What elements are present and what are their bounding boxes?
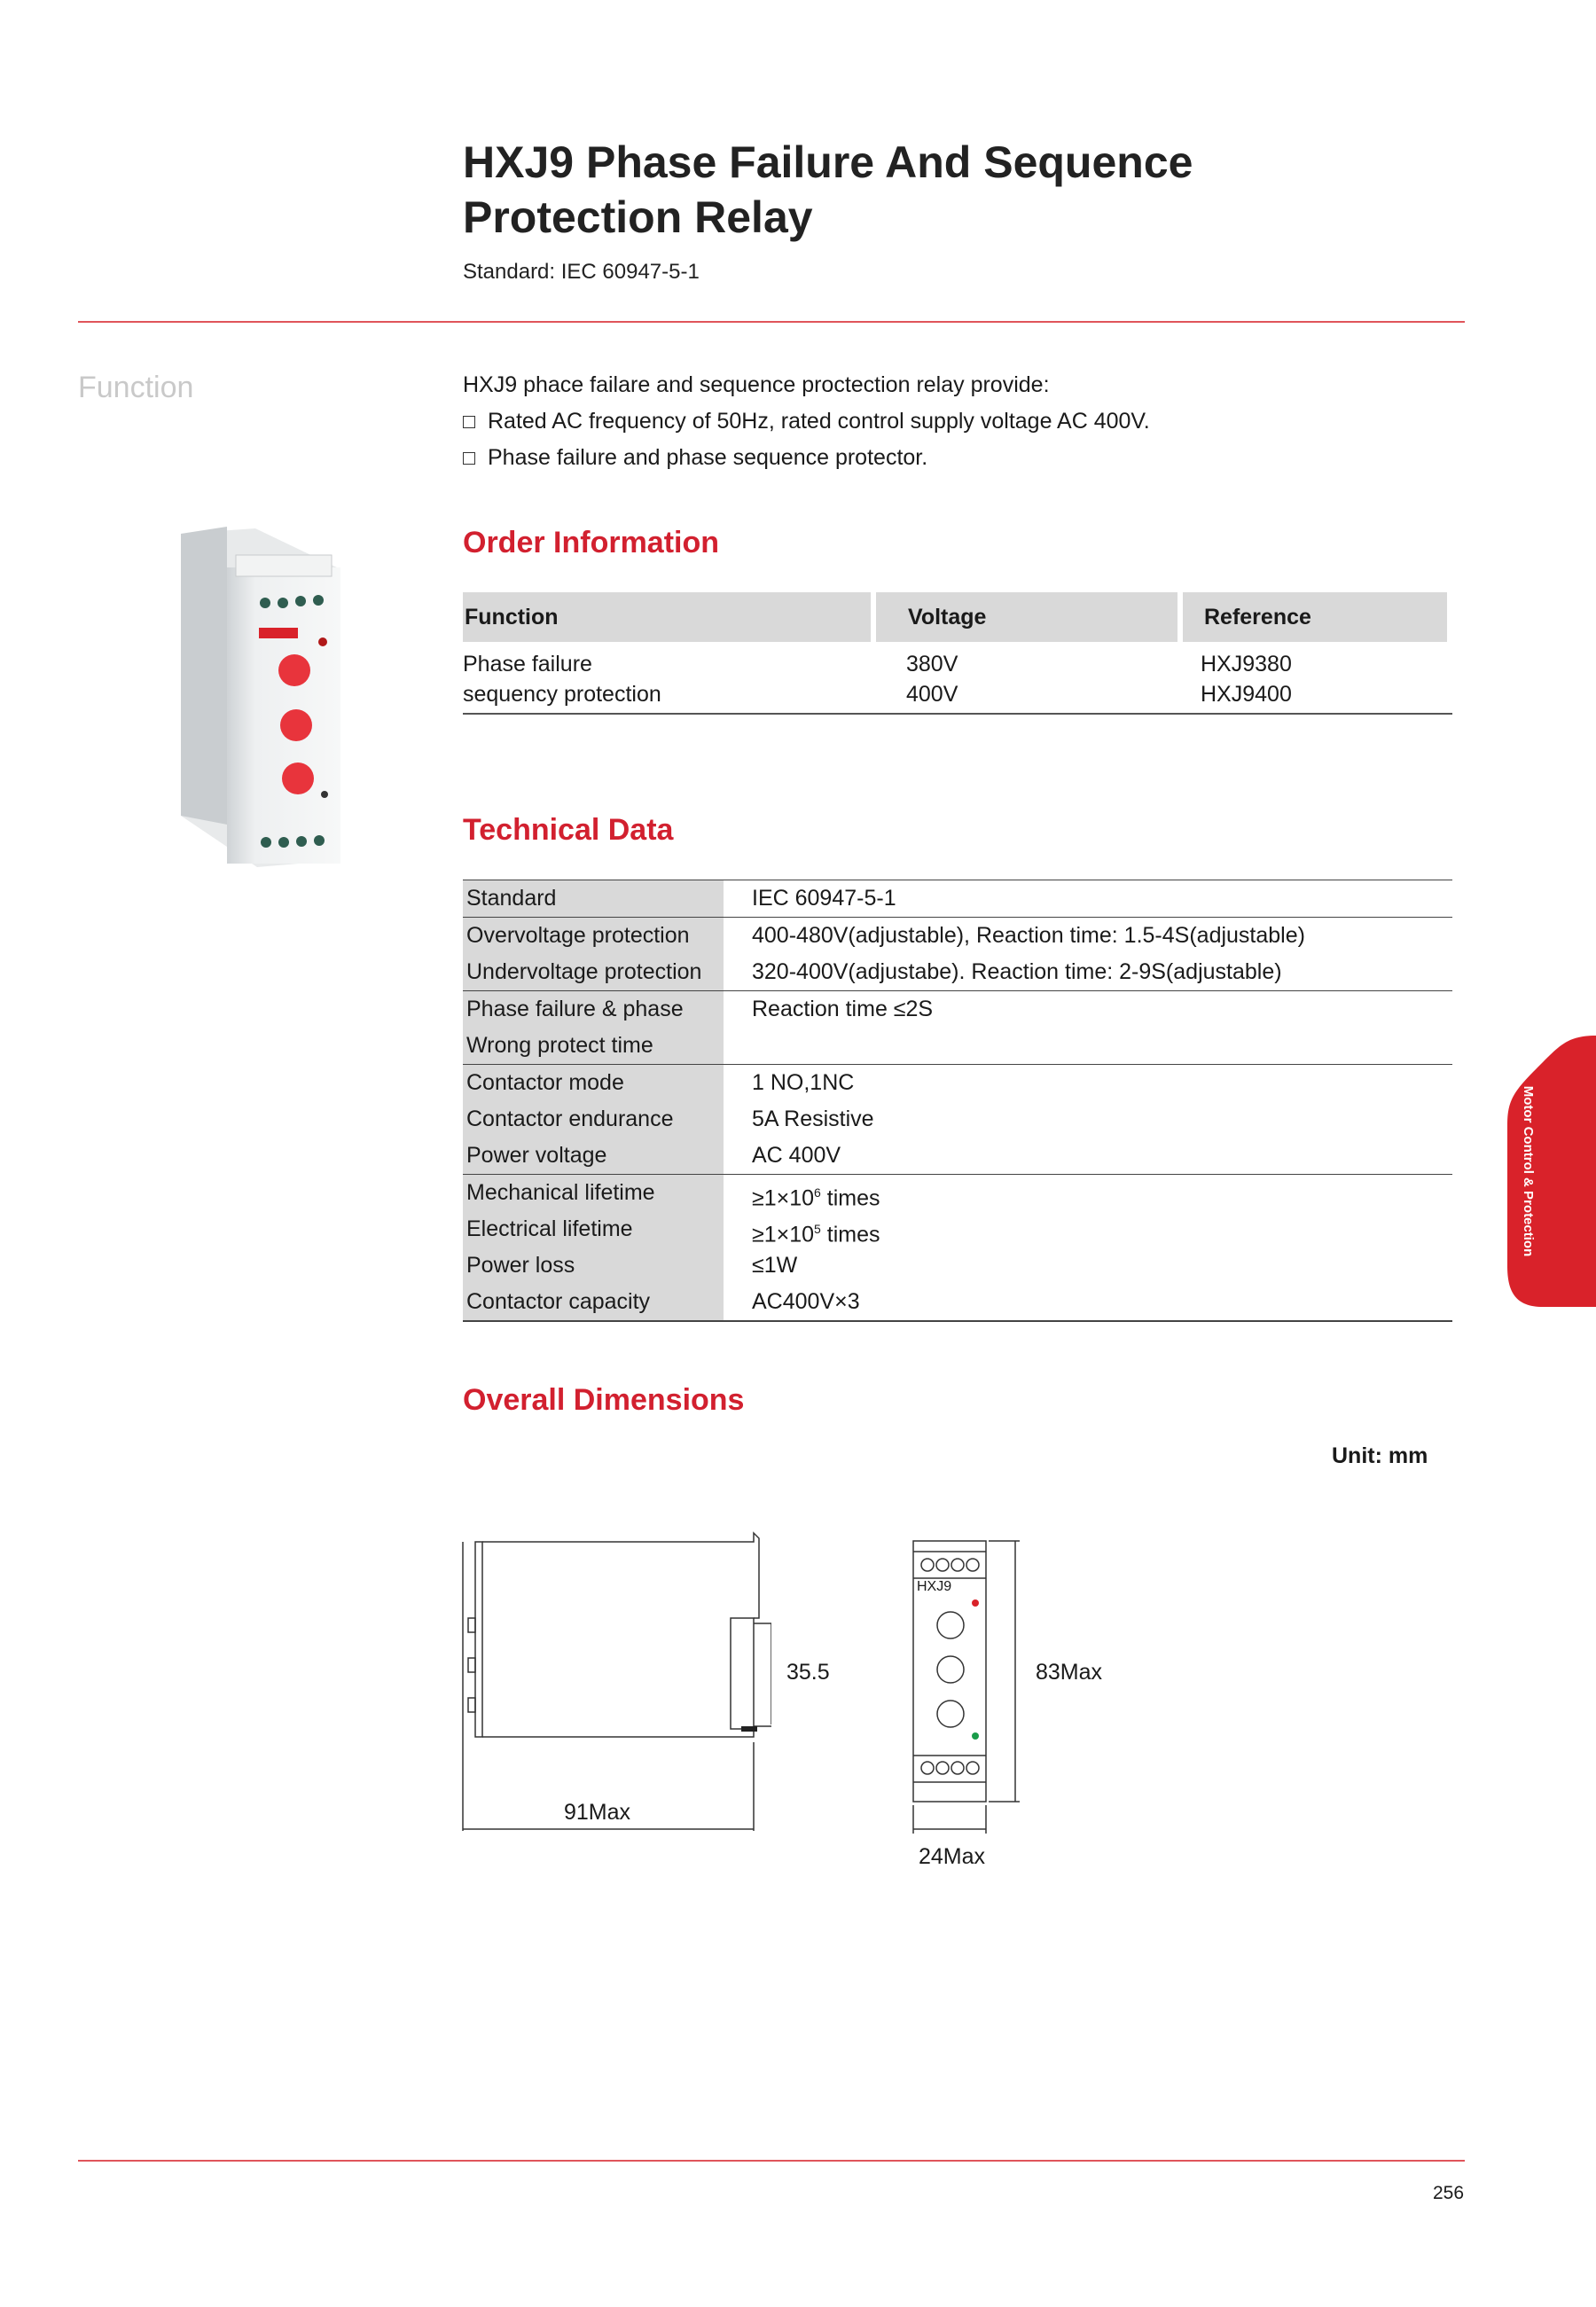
order-information-heading: Order Information bbox=[463, 526, 720, 559]
tech-value: AC 400V bbox=[752, 1143, 841, 1168]
tech-label-cell bbox=[463, 991, 724, 1064]
order-reference: HXJ9380 bbox=[1201, 652, 1292, 676]
lifetime-suffix: times bbox=[820, 1222, 880, 1247]
tech-value: 400-480V(adjustable), Reaction time: 1.5-4S(adjustable) bbox=[752, 923, 1305, 948]
order-voltage: 400V bbox=[906, 682, 958, 707]
tech-value bbox=[752, 1028, 933, 1064]
tech-value: ≤1W bbox=[752, 1253, 798, 1278]
mechanical-lifetime-exponent: 6 bbox=[814, 1185, 821, 1200]
tech-label: Mechanical lifetime bbox=[466, 1180, 655, 1205]
table-row bbox=[463, 1175, 1452, 1322]
tech-label: Standard bbox=[466, 886, 557, 911]
electrical-lifetime-base: ≥1×10 bbox=[752, 1222, 815, 1247]
tech-value-cell bbox=[724, 1175, 880, 1320]
tech-label: Contactor mode bbox=[466, 1070, 624, 1095]
front-width-label: 24Max bbox=[919, 1844, 986, 1869]
tech-value: Reaction time ≤2S bbox=[752, 997, 934, 1021]
side-tab-label: Motor Control & Protection bbox=[1521, 1085, 1536, 1257]
order-voltage-cell bbox=[876, 649, 1183, 709]
order-header-reference: Reference bbox=[1183, 592, 1447, 642]
tech-label-cell bbox=[463, 1175, 724, 1320]
tech-value bbox=[752, 1211, 880, 1247]
checkbox-square-icon bbox=[463, 416, 475, 428]
relay-product-image bbox=[174, 523, 348, 869]
function-bullet bbox=[463, 409, 1150, 434]
tech-label: Contactor capacity bbox=[466, 1289, 651, 1314]
order-header-function: Function bbox=[463, 592, 871, 642]
tech-label-cell bbox=[463, 880, 724, 917]
table-row bbox=[463, 1065, 1452, 1175]
bullet-text: Phase failure and phase sequence protector. bbox=[488, 445, 928, 470]
tech-label: Power voltage bbox=[466, 1143, 607, 1168]
page-title: HXJ9 Phase Failure And Sequence Protection Relay bbox=[463, 137, 1193, 242]
table-row bbox=[463, 642, 1452, 715]
lifetime-suffix: times bbox=[820, 1185, 880, 1211]
tech-value-cell bbox=[724, 1065, 874, 1174]
tech-value: 320-400V(adjustabe). Reaction time: 2-9S(adjustable) bbox=[752, 959, 1282, 984]
page-number: 256 bbox=[1433, 2183, 1465, 2203]
order-voltage: 380V bbox=[906, 652, 958, 676]
electrical-lifetime-exponent: 5 bbox=[814, 1222, 821, 1236]
standard-line: Standard: IEC 60947-5-1 bbox=[463, 260, 700, 284]
tech-value: IEC 60947-5-1 bbox=[752, 886, 896, 911]
order-function-line: sequency protection bbox=[463, 682, 661, 707]
checkbox-square-icon bbox=[463, 452, 475, 465]
tech-label-cell bbox=[463, 1065, 724, 1174]
tech-label: Undervoltage protection bbox=[466, 959, 702, 984]
tech-label: Contactor endurance bbox=[466, 1107, 674, 1131]
tech-value: AC400V×3 bbox=[752, 1289, 860, 1314]
tech-label: Power loss bbox=[466, 1253, 575, 1278]
unit-label: Unit: mm bbox=[1332, 1443, 1428, 1468]
tech-label: Electrical lifetime bbox=[466, 1216, 633, 1241]
technical-data-heading: Technical Data bbox=[463, 813, 674, 847]
tech-value-cell bbox=[724, 880, 896, 917]
order-reference: HXJ9400 bbox=[1201, 682, 1292, 707]
technical-table bbox=[463, 880, 1452, 1322]
tech-value-cell bbox=[724, 991, 933, 1064]
table-row bbox=[463, 880, 1452, 918]
function-bullet bbox=[463, 445, 927, 471]
overall-dimensions-heading: Overall Dimensions bbox=[463, 1383, 745, 1417]
order-table bbox=[463, 592, 1452, 715]
tech-label: Phase failure & phase bbox=[466, 997, 684, 1021]
order-table-header bbox=[463, 592, 1452, 642]
order-function-cell bbox=[463, 649, 876, 709]
tech-value bbox=[752, 1175, 880, 1211]
function-intro: HXJ9 phace failare and sequence proctection relay provide: bbox=[463, 372, 1050, 397]
side-height-label: 35.5 bbox=[786, 1660, 830, 1685]
table-row bbox=[463, 991, 1452, 1065]
top-divider bbox=[78, 321, 1465, 323]
tech-label: Wrong protect time bbox=[466, 1033, 653, 1058]
order-header-voltage: Voltage bbox=[876, 592, 1177, 642]
tech-value: 5A Resistive bbox=[752, 1107, 874, 1131]
order-reference-cell bbox=[1183, 649, 1292, 709]
bullet-text: Rated AC frequency of 50Hz, rated control supply voltage AC 400V. bbox=[488, 409, 1150, 434]
front-model-label: HXJ9 bbox=[917, 1579, 952, 1594]
side-width-label: 91Max bbox=[564, 1800, 631, 1825]
tech-value-cell bbox=[724, 918, 1305, 990]
tech-label-cell bbox=[463, 918, 724, 990]
order-function-line: Phase failure bbox=[463, 652, 592, 676]
front-height-label: 83Max bbox=[1036, 1660, 1103, 1685]
table-row bbox=[463, 918, 1452, 991]
function-label: Function bbox=[78, 371, 194, 404]
bottom-divider bbox=[78, 2160, 1465, 2162]
mechanical-lifetime-base: ≥1×10 bbox=[752, 1185, 815, 1211]
tech-label: Overvoltage protection bbox=[466, 923, 690, 948]
tech-value: 1 NO,1NC bbox=[752, 1070, 855, 1095]
